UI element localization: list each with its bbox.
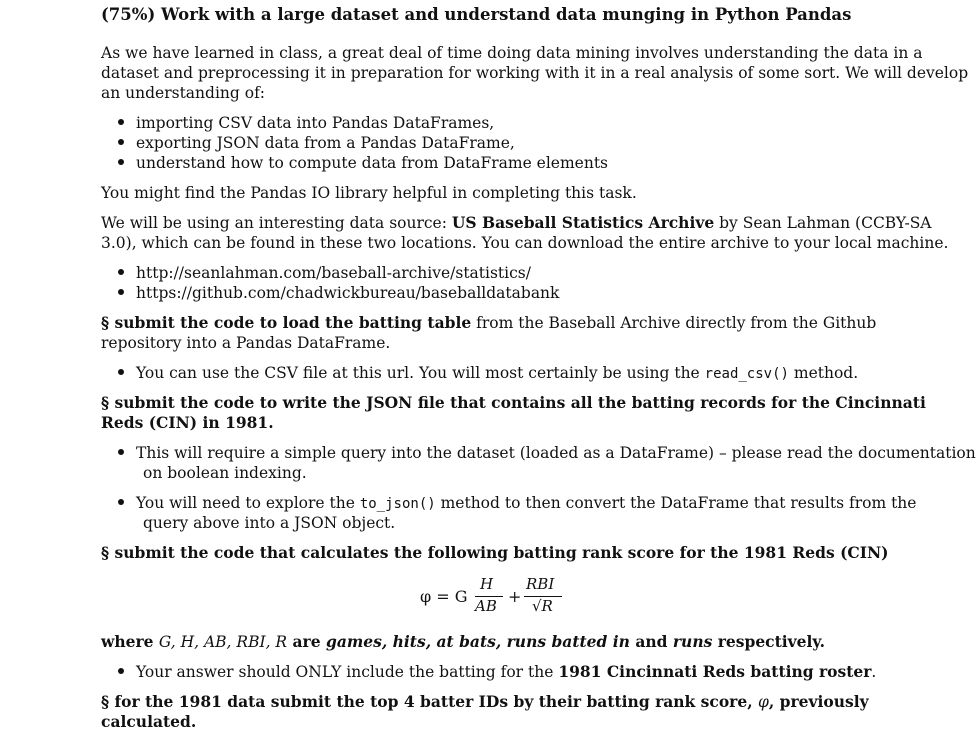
bullet-icon (118, 269, 124, 275)
code-to-json: to_json() (359, 496, 436, 512)
rank-formula (420, 575, 600, 625)
task1-line-2: repository into a Pandas DataFrame. (101, 334, 391, 352)
formula-num1: H (480, 575, 494, 593)
list-item: Your answer should ONLY include the batting for the 1981 Cincinnati Reds batting roster. (118, 662, 876, 682)
intro-line-1: As we have learned in class, a great deal of time doing data mining involves understanding the data in a (101, 44, 923, 62)
url-link[interactable]: https://github.com/chadwickbureau/baseballdatabank (136, 284, 560, 302)
bullet-icon (118, 449, 124, 455)
list-item: This will require a simple query into the dataset (loaded as a DataFrame) – please read the documentation (118, 443, 976, 463)
code-read-csv: read_csv() (704, 366, 789, 382)
task1-line-1: § submit the code to load the batting table from the Baseball Archive directly from the Github (101, 313, 877, 332)
url-link[interactable]: http://seanlahman.com/baseball-archive/statistics/ (136, 264, 531, 282)
source-name: US Baseball Statistics Archive (451, 213, 715, 232)
where-line: where G, H, AB, RBI, R are games, hits, at bats, runs batted in and runs respectively. (101, 632, 826, 651)
bullet-icon (118, 139, 124, 145)
formula-den1: AB (475, 597, 497, 615)
task4-line-1: § for the 1981 data submit the top 4 batter IDs by their batting rank score, φ, previously (101, 692, 869, 711)
list-item-cont: query above into a JSON object. (143, 514, 396, 532)
formula-plus: + (508, 587, 522, 606)
formula-num2: RBI (526, 575, 555, 593)
task3-line-1: § submit the code that calculates the following batting rank score for the 1981 Reds (CIN) (101, 543, 889, 562)
formula-den2: √R (532, 597, 553, 615)
list-item: You can use the CSV file at this url. You will most certainly be using the read_csv() method. (118, 363, 858, 384)
bullet-icon (118, 499, 124, 505)
intro-line-2: dataset and preprocessing it in preparation for working with it in a real analysis of some sort. We will develop (101, 64, 969, 82)
formula-lhs: φ = G (420, 587, 468, 606)
bullet-icon (118, 668, 124, 674)
list-item: understand how to compute data from DataFrame elements (118, 153, 608, 173)
bullet-icon (118, 119, 124, 125)
bullet-icon (118, 369, 124, 375)
url-item[interactable] (118, 263, 531, 283)
task4-line-2: calculated. (101, 712, 197, 731)
bullet-icon (118, 289, 124, 295)
io-note: You might find the Pandas IO library helpful in completing this task. (101, 184, 637, 202)
bullet-icon (118, 159, 124, 165)
list-item: importing CSV data into Pandas DataFrames, (118, 113, 494, 133)
task2-line-1: § submit the code to write the JSON file that contains all the batting records for the Cincinnati (101, 393, 926, 412)
intro-line-3: an understanding of: (101, 84, 266, 102)
list-item: You will need to explore the to_json() method to then convert the DataFrame that results from the (118, 493, 916, 514)
url-item[interactable] (118, 283, 559, 303)
list-item: exporting JSON data from a Pandas DataFrame, (118, 133, 515, 153)
list-item-cont: on boolean indexing. (143, 464, 307, 482)
source-line-2: 3.0), which can be found in these two locations. You can download the entire archive to your local machine. (101, 234, 949, 252)
section-title: (75%) Work with a large dataset and understand data munging in Python Pandas (101, 5, 852, 24)
source-line-1: We will be using an interesting data source: US Baseball Statistics Archive by Sean Lahman (CCBY-SA (101, 213, 932, 232)
task2-line-2: Reds (CIN) in 1981. (101, 413, 274, 432)
